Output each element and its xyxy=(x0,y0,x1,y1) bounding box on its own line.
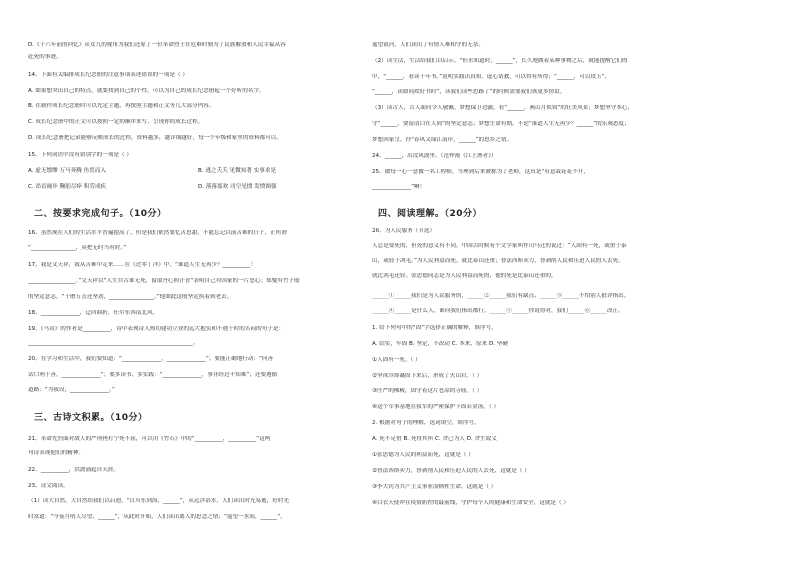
question-21: 21、革命先烈面对敌人的严刑拷打宁死不屈，可以用《竹石》中的“__________，__________”这两 xyxy=(28,436,271,442)
text-line: “______，读如同攻好书时”，读我们读些思路了”的时候需要我们该更多情谊。 xyxy=(372,89,566,95)
question-20: 20、在学习和生活中，我们要知道：“______________，______________”；要能正确地行动：“向善 xyxy=(28,356,274,362)
q15-option-b: B. 逃之夭夭 见微知著 实事求是 xyxy=(198,168,277,174)
passage-title: 26、为人民服务（节选） xyxy=(372,228,436,234)
passage-line: ______①______我们是为人民服务的，______②______我们有缺点，______③______不怕别人批评指出。 xyxy=(372,293,630,299)
question-23: 23、诗文阅读。 xyxy=(28,483,69,489)
text-line: 时常道：“今夜月明人尽望，______”，从此时开始，人们读出离人的思念之情；“遥望一水间，______”， xyxy=(28,514,286,520)
text-line: 遥望银河，人们读出了有情人难相守的无奈。 xyxy=(372,42,484,48)
question-22: 22、__________，洪波涌起自天涯。 xyxy=(28,467,120,473)
left-column xyxy=(28,0,364,562)
question-17: 17、我是文天祥，我从苦难中走来……在《过零丁洋》中，“谁道人生无再少？__________！ xyxy=(28,262,257,268)
text-line: _________________。”文天祥以“人生自古谁无死，留取丹心照汗青”表明自己对国家的一片忠心；郑燮有竹子般 xyxy=(28,278,300,284)
text-line: ______________”啊！ xyxy=(372,184,426,190)
item-line: ③李大钊为共产主义事业而牺牲生命，这就是（ ） xyxy=(372,484,497,490)
passage-line: 人总是要死的，但死的意义有不同。中国古时候有个文学家叫作司马迁的说过：“人固有一死，或重于泰 xyxy=(372,243,627,249)
passage-line: 山，或轻于鸿毛。”为人民利益而死，就比泰山还重；替法西斯卖力，替剥削人民和压迫人民的人去死， xyxy=(372,258,624,264)
text-line: 的坚定意志，“千磨万击还坚劲，________________。”他如此这般坚定执着到老去。 xyxy=(28,294,233,300)
text-line: 中，“______，看读千年书。”说明实践出真知，虚心请教，可以得有所得；“______，可以攻玉”， xyxy=(372,74,611,80)
item-line: ①张思德为人民的利益而死，这就是（ ） xyxy=(372,452,474,458)
question-16: 16、虽然现在人们的生活水平普遍提高了，但是我们依然要忆苦思甜，不能忘记以前苦难的日子，正所谓 xyxy=(28,230,287,236)
text-line: 梦想回家呈，抒“春风又绿江南岸，______”的思乡之情。 xyxy=(372,137,513,143)
text-line: 守“______，要留清白在人间”的坚定意志；梦想生命有期，不论“谁道人生无再少？______”的乐观态度； xyxy=(372,121,630,127)
section-3-title: 三、古诗文积累。（10分） xyxy=(34,413,148,423)
question-18: 18、______________，迂回曲折，任尔东西南北风。 xyxy=(28,310,159,316)
sub-question-1: 1. 给下列句中的“固”字选择正确的解释，填序号。 xyxy=(372,325,497,331)
question-15: 15、下列词语中没有错别字的一项是（ ） xyxy=(28,152,132,158)
q14-option-a: A. 如果想突出自己的特点，就要找到自己的个性，可以为自己的成长纪念册起一个好听的名字。 xyxy=(28,88,265,94)
text-line: D.《十六年前的回忆》从女儿的视角为我们还原了一位革命烈士在危难时刻为了民族解放和人民幸福从容 xyxy=(28,42,286,48)
question-25: 25、做每一心一意做一名工程师，当理到后来被称为了老师，这真是“有意栽花花不开， xyxy=(372,169,589,175)
text-line: 话口利于善，______________”；要多读书、多实践：“______________，事非经过不知难”；还要遵循 xyxy=(28,372,278,378)
text-line: （3）读古人，古人面向令人敬佩。梦想保卫边疆，看“______，燕山月似钩”的壮美风景；梦想坚守本心， xyxy=(372,105,634,111)
options-row: A. 死不足惜 B. 死得其所 C. 舍己为人 D. 舍生取义 xyxy=(372,436,497,442)
q15-option-a: A. 虚无缥缈 万马奔腾 鱼贯而入 xyxy=(28,168,106,174)
text-line: “________________，莫把无时当有时。” xyxy=(28,245,127,251)
q14-option-b: B. 在制作成长纪念册时可以先定主题，再按照主题和正文等几大部分内容。 xyxy=(28,103,215,109)
text-line: 赴死的事迹。 xyxy=(28,54,62,60)
section-2-title: 二、按要求完成句子。（10分） xyxy=(34,209,167,219)
text-line: 句诗表现他们的精神。 xyxy=(28,450,84,456)
text-line: （1）读大自然，大自然给我们以启迪。“目川东到海，______”，从远涉滔水，人们读出时光易逝，好时光 xyxy=(28,498,290,504)
item-line: ④白衣天使冲在疫情防控的最前线，守护每个人的健康和生命安全，这就是（ ） xyxy=(372,500,569,506)
item-line: ④这个军事基地在我军的严密保护下固若金汤。（ ） xyxy=(372,404,500,410)
passage-line: ______④______是什么人，谁向我们指出都行。______⑤______你说得对，我们______⑥______改正。 xyxy=(372,308,624,314)
item-line: ①人固有一死。（ ） xyxy=(372,357,421,363)
right-column xyxy=(372,0,772,562)
item-line: ③庄严的佛殿，固守着这片苍凉的寺庙。（ ） xyxy=(372,388,483,394)
text-line: 道路：“为我设，______________。” xyxy=(28,387,115,393)
q15-option-d: D. 落落寡欢 司空见惯 发愤图强 xyxy=(198,184,277,190)
section-4-title: 四、阅读理解。（20分） xyxy=(378,209,483,219)
options-row: A. 结实，牢固 B. 坚定，不改动 C. 本来，原来 D. 坚硬 xyxy=(372,341,509,347)
q14-option-d: D. 成长纪念册把记录能够反映成长的过程，资料越多，越详细越好，每一个年级和家里的资料都可以。 xyxy=(28,135,282,141)
item-line: ②替法西斯卖力，替剥削人民和压迫人民的人去死，这就是（ ） xyxy=(372,468,530,474)
q15-option-c: C. 昂首阔步 鞠躬尽瘁 积劳成疾 xyxy=(28,184,107,190)
text-line: （2）读生活，生活给我们以启示。“但水知道时，______”，长久地做着某种事物之后，就能提醒它们的 xyxy=(372,58,628,64)
item-line: ②坚冰冷却凝固下来后，形成了火山岩。（ ） xyxy=(372,373,483,379)
passage-line: 就比鸿毛还轻。张思德同志是为人民利益而死的，他的死是比泰山还重的。 xyxy=(372,273,557,279)
q14-option-c: C. 成长纪念册中的正文可以按照一定的顺序来写，呈现你的成长过程。 xyxy=(28,119,204,125)
sub-question-2: 2. 根据对句子的理解，选词填空，填序号。 xyxy=(372,420,480,426)
text-line: ___________________________________________________________。 xyxy=(28,340,199,346)
question-19: 19、《马诗》的作者是__________，诗中表现诗人热切建功立业的远大抱负和不遇于时的苦闷的句子是： xyxy=(28,326,285,332)
question-24: 24、______，出没风波里。（范仲淹《江上渔者》） xyxy=(372,153,497,159)
question-14: 14、下面有关编排成长纪念册的注意事项表述错误的一项是（ ） xyxy=(28,72,188,78)
